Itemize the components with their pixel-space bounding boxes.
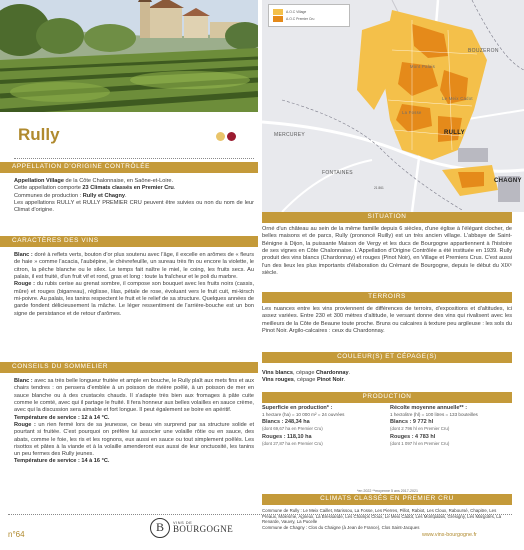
superficie-blancs: Blancs : 248,34 ha (262, 419, 310, 426)
page-title: Rully (18, 125, 60, 144)
aoc-text (14, 178, 254, 215)
climats-header: CLIMATS CLASSÉS EN PREMIER CRU (262, 494, 512, 505)
caracteres-header: CARACTÈRES DES VINS (0, 236, 258, 247)
superficie-blancs-note: (dont 69,67 ha en Premier Cru) (262, 426, 323, 432)
map-label-rully: RULLY (444, 130, 465, 136)
recolte-column (390, 405, 512, 448)
vins-blancs-text: , cépage (293, 370, 317, 376)
vineyard-photo (0, 0, 258, 112)
superficie-rouges-note: (dont 27,87 ha en Premier Cru) (262, 440, 323, 446)
conseils-text (14, 378, 254, 466)
recolte-label: Récolte moyenne annuelle** : (390, 405, 468, 411)
aoc-last: Les appellations RULLY et RULLY PREMIER CRU peuvent être suivies ou non du nom de leur Climat d'origine. (14, 199, 254, 214)
aoc-intro-text: de la Côte Chalonnaise, en Saône-et-Loire. (63, 178, 174, 184)
superficie-column (262, 405, 382, 448)
situation-text: Orné d'un château au sein de la même famille depuis 6 siècles, d'une église à l'élégant clocher, de belles maisons et de parcs, Rully (prononcé Ruilly) est un très ancien village. L'abbaye de Saint-Bénigne à Dijon, la puissante Maison de Vergy et les ducs de Bourgogne appartiennent à l'histoire de ses vignes en Côte Chalonnaise. L'Appellation d'Origine Contrôlée a été instituée en 1939. Rully produit des vins blancs (Chardonnay) et rouges (Pinot Noir), en Village et Premiers Crus. C'est aussi l'un des lieux les plus importants d'élaboration du Crémant de Bourgogne, depuis le début du XIXᵉ siècle. (262, 226, 512, 276)
map-label-mercurey: MERCUREY (274, 132, 306, 138)
conseil-blanc-label: Blanc : (14, 378, 33, 384)
superficie-label: Superficie en production* : (262, 405, 333, 411)
caracteres-text (14, 252, 254, 318)
conseils-header: CONSEILS DU SOMMELIER (0, 362, 258, 373)
divider (14, 158, 254, 159)
rouge-text: du rubis cerise au grenat sombre, il compose son bouquet avec les fruits noirs (cassis, mûre) et rouges (bigarreau), réglisse, lilas, pétale de rose, évoluant vers le fruit cuit, mi-kirsch mi-poivre. Au palais, les tanins respectent le fruit et le relief de sa structure. Quelques années de garde fondent délicieusement la mâche. Le léger ressentiment de l'arrière-bouche est un bon signe de persistance et de retour d'arômes. (14, 281, 254, 317)
conseil-blanc-text: avec sa très belle longueur fruitée et ample en bouche, le Rully plaît aux mets fins et aux chairs tendres : on pensera d'emblée à un poisson de rivière poêlé, à un poisson de mer en sauce blanche ou à des crustacés chauds. Il s'adapte très bien aux fromages à pâte cuite comme le comté, avec qui il partage le fruité. Il fera honneur aux belles volailles en sauce crème, avec qui la discussion sera aimable et fort longue. Il peut également se boire en apéritif. (14, 378, 254, 414)
recolte-blancs-note: (dont 2 796 hl en Premier Cru) (390, 426, 450, 432)
recolte-unit: 1 hectolitre (hl) = 100 litres = 133 bouteilles (390, 412, 478, 418)
climats-chagny-list: Clos du Chaigne (à Jean de France), Clos Saint-Jacques (307, 525, 420, 531)
terroirs-text: Les nuances entre les vins proviennent de différences de terroirs, d'expositions et d'altitudes, ici assez variées. Entre 230 et 300 mètres d'altitude, le versant donne des vins qui rivalisent avec les meilleurs de la Côte de Beaune toute proche. Bruns ou calcaires à texture peu argileuse : les sols du Pinot Noir. Argilo-calcaires : ceux du Chardonnay. (262, 306, 512, 334)
aoc-communes-label: Communes de production : (14, 192, 83, 199)
vins-rouges-label: Vins rouges (262, 377, 294, 384)
blanc-text: doré à reflets verts, bouton d'or plus soutenu avec l'âge, il excelle en arômes de « fleurs de haie » comme l'acacia, l'aubépine, le chèvrefeuille, un sureau très fin ou encore la violette, le citron, la pêche blanche ou le silex. Le temps fait naître le miel, le coing, les fruits secs. Au palais, il est fruité, d'un fruit vif et rond, gras et long : toute la fraîcheur et le poli du marbre. (14, 252, 254, 280)
legend-premier-cru (273, 16, 345, 22)
superficie-unit: 1 hectare (ha) = 10 000 m² = 24 ouvrées (262, 412, 345, 418)
cepages-header: COULEUR(S) ET CÉPAGE(S) (262, 352, 512, 363)
logo-small-text: VINS DE (173, 520, 193, 525)
white-wine-dot-icon (216, 132, 225, 141)
map-label-la-fosse: La Fosse (402, 110, 422, 115)
conseil-rouge-label: Rouge : (14, 421, 36, 428)
divider (8, 514, 512, 515)
recolte-rouges: Rouges : 4 783 hl (390, 433, 436, 440)
premier-cru-swatch-icon (273, 16, 283, 22)
aoc-line2-end: . (173, 185, 176, 192)
red-wine-dot-icon (227, 132, 236, 141)
terroirs-header: TERROIRS (262, 292, 512, 303)
rouge-label: Rouge : (14, 281, 36, 288)
map-label-meix-cadot: Le Meix Cadot (442, 96, 473, 101)
temp-rouge: Température de service : 14 à 16 °C. (14, 458, 110, 465)
aoc-intro-label: Appellation Village (14, 178, 64, 184)
legend-label: A.O.C Premier Cru (286, 16, 315, 21)
recolte-rouges-note: (dont 1 097 hl en Premier Cru) (390, 440, 450, 446)
map-label-mont-palais: Mont Palais (410, 64, 436, 69)
map-label-distance: 21 861 (374, 186, 384, 190)
map-label-bouzeron: BOUZERON (468, 48, 499, 54)
aoc-premier-cru-count: 23 Climats classés en Premier Cru (82, 185, 174, 192)
production-header: PRODUCTION (262, 392, 512, 403)
recolte-blancs: Blancs : 9 772 hl (390, 419, 434, 426)
production-source: *en 2022 **moyenne 5 ans 2017-2021 (357, 489, 418, 493)
website-link[interactable]: www.vins-bourgogne.fr (422, 532, 477, 538)
blanc-label: Blanc : (14, 252, 33, 258)
appellation-map (262, 0, 524, 212)
climats-rully-list: Le Meix Caillet, Marissou, La Fosse, Les Pierres, Pillot, Rabiot, Les Cloux, Raboursé, Chapitre, Les Préaux, Molesme, Agneux, La Bressande, Les Champs Cloux, Le Meix Cadot, Les Montpalais, Grésigny, Les Margotés, La Renarde, Vauvry, La Pucelle (262, 508, 502, 525)
vins-rouges-text: , cépage (293, 377, 317, 384)
aoc-header: APPELLATION D'ORIGINE CONTRÔLÉE (0, 162, 258, 173)
temp-blanc: Température de service : 12 à 14 °C. (14, 414, 110, 421)
vins-blancs-label: Vins blancs (262, 370, 293, 376)
situation-header: SITUATION (262, 212, 512, 223)
aoc-communes-list: Rully et Chagny (82, 192, 125, 199)
climats-rully-label: Commune de Rully : (262, 508, 302, 513)
aoc-line2: Cette appellation comporte (14, 185, 83, 192)
climats-text (262, 508, 512, 531)
bourgogne-logo (150, 518, 233, 538)
vins-blancs-cepage: Chardonnay (316, 370, 349, 376)
climats-chagny-label: Commune de Chagny : (262, 525, 308, 531)
vins-rouges-cepage: Pinot Noir (316, 377, 344, 384)
wine-color-indicators (216, 132, 236, 141)
legend-label: A.O.C Village (286, 9, 307, 14)
map-legend (268, 4, 350, 27)
aoc-communes-end: . (125, 192, 127, 199)
logo-big-text: BOURGOGNE (173, 524, 234, 535)
map-label-chagny: CHAGNY (494, 178, 522, 184)
bourgogne-logo-icon: B (150, 518, 170, 538)
conseil-rouge-text: un rien fermé lors de sa jeunesse, ce beau vin surprend par sa structure solide et pourtant si fruitée. C'est pourquoi on préfère lui associer une volaille rôtie ou en sauce, des abats, comme le foie, les ris et les rognons, eux aussi en sauce ou tout simplement poêlés. Les risottos et pâtes à la viande et à la volaille amenderont eux aussi de leur onctuosité, les tanins un peu fermes des Rully jeunes. (14, 421, 254, 458)
map-label-fontaines: FONTAINES (322, 170, 353, 176)
village-swatch-icon (273, 9, 283, 15)
cepages-text: Vins blancs, cépage Chardonnay. Vins rouges, cépage Pinot Noir. (262, 370, 351, 384)
legend-village (273, 9, 345, 15)
page-number: n°64 (8, 530, 25, 539)
superficie-rouges: Rouges : 118,10 ha (262, 433, 312, 440)
